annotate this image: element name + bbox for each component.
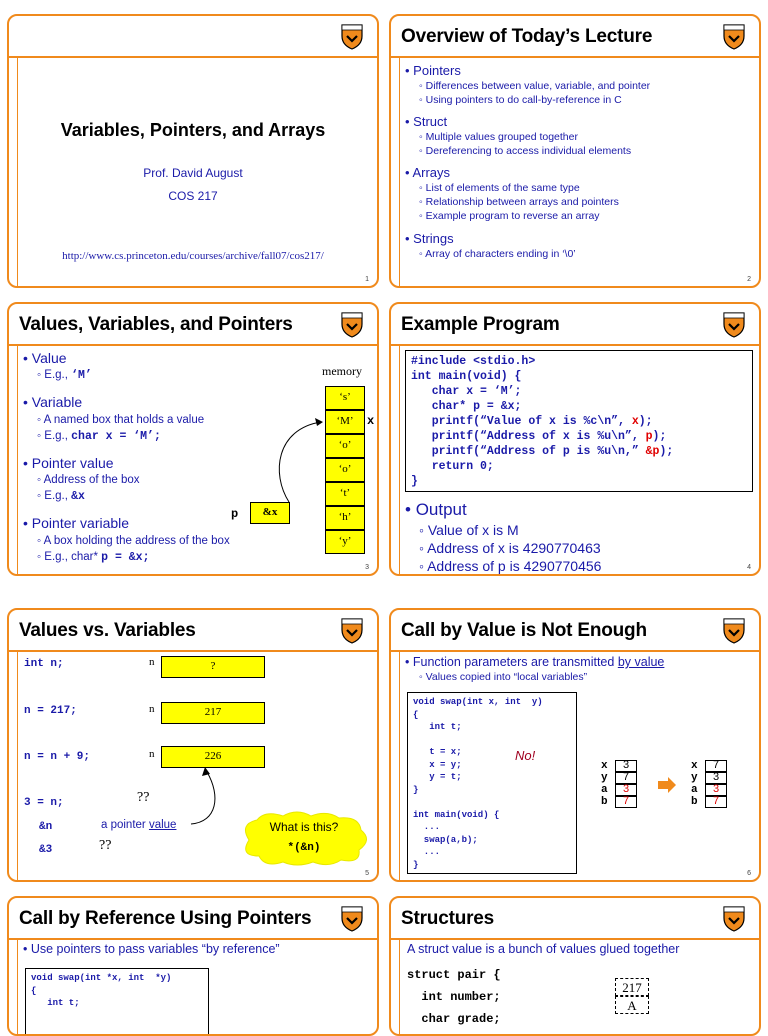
- sub-bullet: ◦ E.g., char x = ‘M’;: [37, 430, 161, 443]
- slide-1: [7, 14, 379, 288]
- slide-3: [7, 302, 379, 576]
- bullet-pointers: • Pointers: [405, 63, 461, 78]
- before-labels: x y a b: [601, 760, 608, 808]
- code-line: 3 = n;: [24, 797, 64, 809]
- sub-bullet: ◦ Address of the box: [37, 474, 140, 486]
- output-line: ◦ Address of x is 4290770463: [419, 540, 601, 556]
- margin-rule: [399, 650, 400, 880]
- princeton-shield-icon: [723, 904, 745, 932]
- after-labels: x y a b: [691, 760, 698, 808]
- header-rule: [391, 938, 759, 940]
- bullet-struct: • Struct: [405, 114, 448, 129]
- sub-bullet: ◦ Relationship between arrays and pointers: [419, 196, 619, 208]
- after-cell: 7: [705, 760, 727, 772]
- page-number: 3: [365, 564, 369, 571]
- header-rule: [391, 650, 759, 652]
- slide-7: [7, 896, 379, 1036]
- pointer-box: &x: [250, 502, 290, 524]
- bullet-arrays: • Arrays: [405, 165, 451, 180]
- memory-cell: ‘o’: [325, 434, 365, 458]
- slide-4: [389, 302, 761, 576]
- margin-rule: [399, 344, 400, 574]
- var-box: 226: [161, 746, 265, 768]
- before-cell: 7: [615, 796, 637, 808]
- header-rule: [9, 344, 377, 346]
- princeton-shield-icon: [723, 310, 745, 338]
- bullet-pointer-value: • Pointer value: [23, 455, 114, 471]
- struct-number-box: 217: [615, 978, 649, 996]
- slide-title: Call by Value is Not Enough: [401, 620, 647, 641]
- author: Prof. David August: [143, 166, 243, 180]
- memory-cell: ‘s’: [325, 386, 365, 410]
- code-listing: struct pair { int number; char grade;: [407, 968, 501, 1026]
- slide-2: [389, 14, 761, 288]
- before-cell: 3: [615, 760, 637, 772]
- pointer-arrow: [187, 766, 227, 830]
- arrow-right-icon: [657, 776, 677, 794]
- memory-cell: ‘t’: [325, 482, 365, 506]
- princeton-shield-icon: [341, 904, 363, 932]
- princeton-shield-icon: [341, 22, 363, 50]
- var-box: ?: [161, 656, 265, 678]
- code-line: &3: [39, 844, 53, 856]
- code-line: n = n + 9;: [24, 751, 91, 763]
- thought-cloud: [235, 810, 373, 868]
- page-number: 1: [365, 276, 369, 283]
- bullet-by-value: • Function parameters are transmitted by value: [405, 655, 665, 669]
- pointer-arrow: [271, 414, 331, 504]
- page-number: 5: [365, 870, 369, 877]
- question-marks: ??: [137, 790, 150, 805]
- sub-bullet: ◦ Values copied into “local variables”: [419, 671, 588, 683]
- memory-cell: ‘h’: [325, 506, 365, 530]
- cloud-code: *(&n): [287, 842, 321, 854]
- cloud-question: What is this?: [269, 820, 339, 834]
- code-line: &n: [39, 821, 53, 833]
- memory-cell: ‘M’: [325, 410, 365, 434]
- slide-8: [389, 896, 761, 1036]
- page-number: 2: [747, 276, 751, 283]
- code-line: int n;: [24, 658, 64, 670]
- slide-5: [7, 608, 379, 882]
- page-number: 4: [747, 564, 751, 571]
- course: COS 217: [168, 189, 218, 203]
- after-cell: 7: [705, 796, 727, 808]
- var-label: n: [149, 703, 155, 715]
- memory-label: memory: [322, 364, 362, 378]
- sub-bullet: ◦ Using pointers to do call-by-reference in C: [419, 94, 622, 106]
- margin-rule: [17, 344, 18, 574]
- pointer-value-note: a pointer value: [101, 819, 177, 831]
- var-box: 217: [161, 702, 265, 724]
- sub-bullet: ◦ Example program to reverse an array: [419, 210, 600, 222]
- princeton-shield-icon: [723, 616, 745, 644]
- sub-bullet: ◦ A box holding the address of the box: [37, 535, 230, 547]
- sub-bullet: ◦ Differences between value, variable, and pointer: [419, 80, 651, 92]
- p-label: p: [231, 507, 239, 521]
- output-line: ◦ Address of p is 4290770456: [419, 558, 602, 574]
- slide-title: Values, Variables, and Pointers: [19, 314, 293, 335]
- course-url[interactable]: http://www.cs.princeton.edu/courses/archive/fall07/cos217/: [62, 250, 324, 262]
- margin-rule: [399, 938, 400, 1034]
- margin-rule: [17, 938, 18, 1034]
- princeton-shield-icon: [341, 616, 363, 644]
- before-cell: 3: [615, 784, 637, 796]
- slide-6: [389, 608, 761, 882]
- princeton-shield-icon: [341, 310, 363, 338]
- before-cell: 7: [615, 772, 637, 784]
- memory-cell: ‘y’: [325, 530, 365, 554]
- slide-title: Structures: [401, 908, 495, 929]
- struct-grade-box: A: [615, 996, 649, 1014]
- page-number: 6: [747, 870, 751, 877]
- bullet-by-reference: • Use pointers to pass variables “by reference”: [23, 942, 280, 956]
- sub-bullet: ◦ E.g., ‘M’: [37, 369, 92, 382]
- memory-cell: ‘o’: [325, 458, 365, 482]
- slide-title: Overview of Today’s Lecture: [401, 26, 653, 47]
- struct-intro: A struct value is a bunch of values glued together: [407, 942, 680, 956]
- slide-title: Example Program: [401, 314, 560, 335]
- sub-bullet: ◦ E.g., char* p = &x;: [37, 551, 150, 564]
- var-label: n: [149, 748, 155, 760]
- bullet-value: • Value: [23, 350, 67, 366]
- slide-title: Values vs. Variables: [19, 620, 196, 641]
- header-rule: [9, 56, 377, 58]
- code-listing: void swap(int *x, int *y) { int t;: [31, 973, 172, 1008]
- slide-title: Variables, Pointers, and Arrays: [60, 120, 326, 140]
- sub-bullet: ◦ Dereferencing to access individual elements: [419, 145, 632, 157]
- code-line: n = 217;: [24, 705, 77, 717]
- header-rule: [391, 344, 759, 346]
- sub-bullet: ◦ List of elements of the same type: [419, 182, 580, 194]
- header-rule: [9, 938, 377, 940]
- after-cell: 3: [705, 784, 727, 796]
- x-label: x: [367, 414, 375, 428]
- margin-rule: [17, 650, 18, 880]
- slide-title: Call by Reference Using Pointers: [19, 908, 312, 929]
- sub-bullet: ◦ Array of characters ending in ‘\0’: [419, 248, 576, 260]
- header-rule: [391, 56, 759, 58]
- margin-rule: [399, 56, 400, 286]
- sub-bullet: ◦ E.g., &x: [37, 490, 85, 503]
- code-listing: void swap(int x, int y) { int t; t = x; x = y; y = t; } int main(void) { ... swap(a,b); ... }: [413, 697, 543, 870]
- sub-bullet: ◦ A named box that holds a value: [37, 414, 205, 426]
- output-line: ◦ Value of x is M: [419, 522, 519, 538]
- bullet-strings: • Strings: [405, 231, 454, 246]
- header-rule: [9, 650, 377, 652]
- code-listing: #include <stdio.h> int main(void) { char x = ‘M’; char* p = &x; printf(“Value of x is %c\n”, x); printf(“Address of x is %u\n”, p); printf(“Address of p is %u\n,” &p); return 0; }: [411, 355, 674, 488]
- var-label: n: [149, 656, 155, 668]
- sub-bullet: ◦ Multiple values grouped together: [419, 131, 578, 143]
- bullet-output: • Output: [405, 500, 467, 519]
- no-label: No!: [515, 748, 536, 763]
- bullet-pointer-variable: • Pointer variable: [23, 515, 130, 531]
- question-marks: ??: [99, 838, 112, 853]
- after-cell: 3: [705, 772, 727, 784]
- bullet-variable: • Variable: [23, 394, 83, 410]
- princeton-shield-icon: [723, 22, 745, 50]
